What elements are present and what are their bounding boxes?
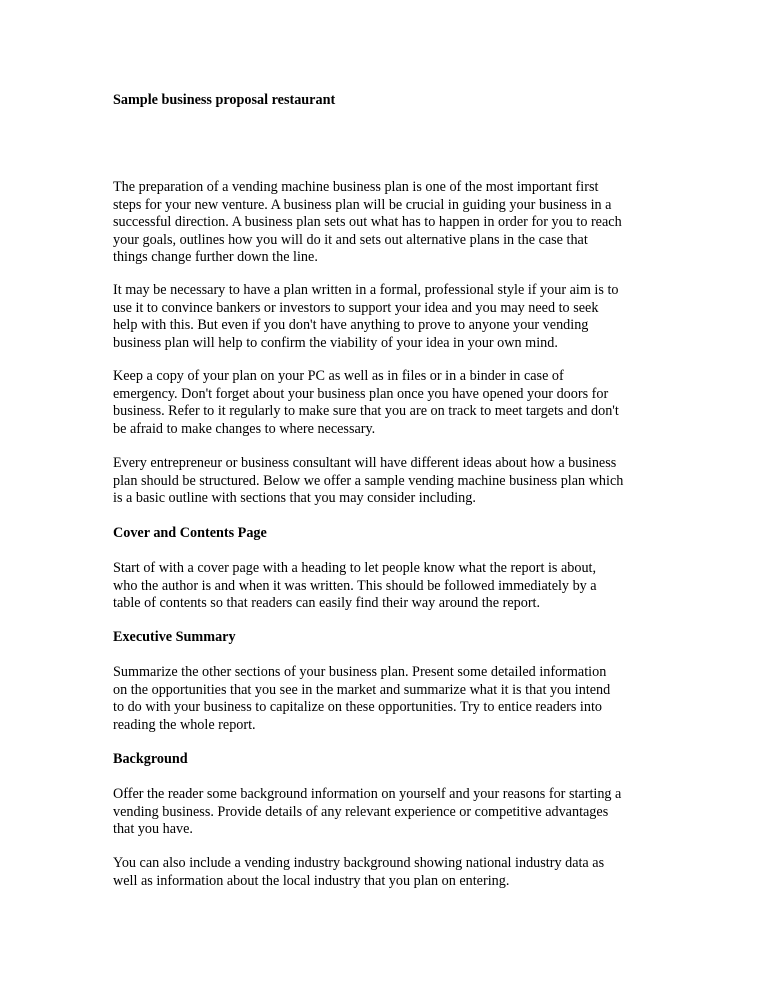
text-line: The preparation of a vending machine business plan is one of the most important first [113,179,599,195]
text-line: You can also include a vending industry background showing national industry data as [113,855,605,871]
text-line: business plan will help to confirm the viability of your idea in your own mind. [113,334,558,351]
section-cover-and-contents [113,525,673,543]
text-line: help with this. But even if you don't have anything to prove to anyone your vending [113,317,589,334]
section-executive-summary-body [113,664,673,734]
text-line: well as information about the local industry that you plan on entering. [113,872,510,889]
text-line: It may be necessary to have a plan written in a formal, professional style if your aim is to [113,282,619,298]
text-line: plan should be structured. Below we offer a sample vending machine business plan which [113,472,624,489]
section-executive-summary [113,629,673,647]
paragraph-4 [113,455,673,508]
text-line: things change further down the line. [113,249,318,266]
text-line: Keep a copy of your plan on your PC as well as in files or in a binder in case of [113,368,564,384]
text-line: Summarize the other sections of your business plan. Present some detailed information [113,664,607,680]
paragraph-1 [113,179,673,267]
text-line: steps for your new venture. A business plan will be crucial in guiding your business in a [113,196,612,213]
text-line: reading the whole report. [113,716,256,733]
document-title: Sample business proposal restaurant [113,92,336,108]
text-line: your goals, outlines how you will do it and sets out alternative plans in the case that [113,231,588,248]
text-line: emergency. Don't forget about your business plan once you have opened your doors for [113,385,609,402]
text-line: is a basic outline with sections that you may consider including. [113,490,476,507]
text-line: use it to convince bankers or investors to support your idea and you may need to seek [113,299,599,316]
text-line: table of contents so that readers can easily find their way around the report. [113,595,541,612]
text-line: on the opportunities that you see in the market and summarize what it is that you intend [113,681,611,698]
text-line: vending business. Provide details of any relevant experience or competitive advantages [113,803,609,820]
text-line: Every entrepreneur or business consultant will have different ideas about how a business [113,455,617,471]
section-background [113,751,673,769]
section-heading: Cover and Contents Page [113,525,267,541]
text-line: successful direction. A business plan sets out what has to happen in order for you to reach [113,214,622,231]
section-heading: Executive Summary [113,629,236,645]
text-line: Start of with a cover page with a heading to let people know what the report is about, [113,560,597,576]
text-line: be afraid to make changes to where necessary. [113,420,376,437]
text-line: to do with your business to capitalize on these opportunities. Try to entice readers into [113,699,602,716]
paragraph-2 [113,282,673,352]
section-cover-and-contents-body [113,560,673,613]
text-line: Offer the reader some background information on yourself and your reasons for starting a [113,786,622,802]
section-background-body [113,786,673,839]
text-line: business. Refer to it regularly to make sure that you are on track to meet targets and don't [113,403,619,420]
paragraph-3 [113,368,673,438]
text-line: that you have. [113,821,193,838]
closing-paragraph [113,855,673,890]
section-heading: Background [113,751,188,767]
text-line: who the author is and when it was written. This should be followed immediately by a [113,577,597,594]
